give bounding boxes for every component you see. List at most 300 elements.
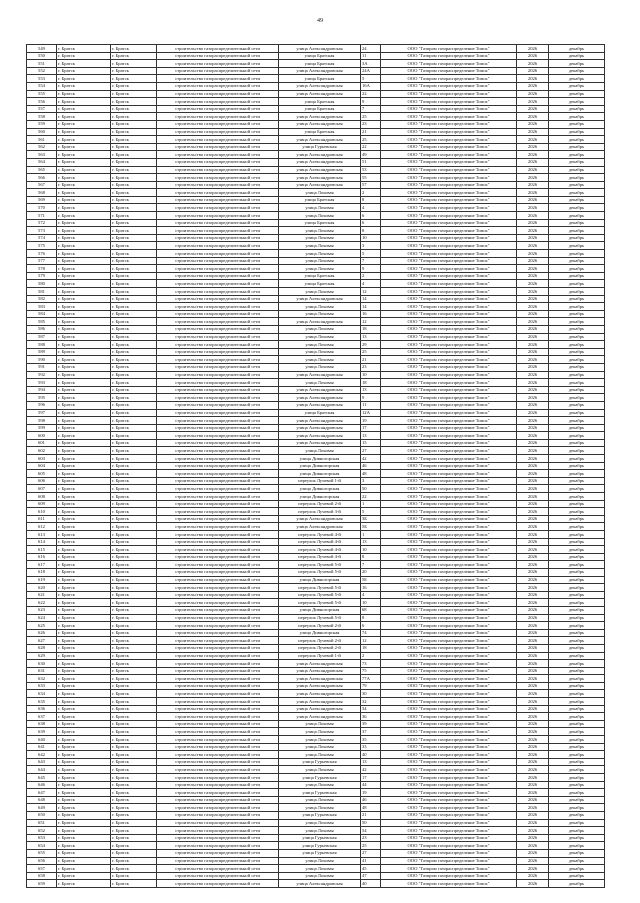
table-row: [27, 341, 605, 349]
city-cell: г. Братск: [57, 690, 111, 698]
district-cell: г. Братск: [111, 181, 157, 189]
district-cell: г. Братск: [111, 576, 157, 584]
work-type-cell: строительство газораспределительной сети: [157, 880, 279, 888]
row-number-cell: 611: [27, 515, 57, 523]
year-cell: 2026: [517, 720, 549, 728]
table-row: [27, 614, 605, 622]
work-type-cell: строительство газораспределительной сети: [157, 500, 279, 508]
year-cell: 2026: [517, 743, 549, 751]
work-type-cell: строительство газораспределительной сети: [157, 325, 279, 333]
house-number-cell: 2: [361, 189, 381, 197]
year-cell: 2026: [517, 250, 549, 258]
district-cell: г. Братск: [111, 455, 157, 463]
month-cell: декабрь: [549, 272, 605, 280]
row-number-cell: 590: [27, 356, 57, 364]
house-number-cell: 5: [361, 508, 381, 516]
organization-cell: ООО "Газпром газораспределение Томск": [381, 295, 517, 303]
city-cell: г. Братск: [57, 348, 111, 356]
table-row: [27, 348, 605, 356]
district-cell: г. Братск: [111, 341, 157, 349]
month-cell: декабрь: [549, 849, 605, 857]
street-cell: переулок Лучевой 3-й: [279, 508, 361, 516]
month-cell: декабрь: [549, 424, 605, 432]
table-row: [27, 705, 605, 713]
month-cell: декабрь: [549, 250, 605, 258]
city-cell: г. Братск: [57, 462, 111, 470]
house-number-cell: 51: [361, 158, 381, 166]
organization-cell: ООО "Газпром газораспределение Томск": [381, 758, 517, 766]
city-cell: г. Братск: [57, 98, 111, 106]
street-cell: улица Александровская: [279, 880, 361, 888]
row-number-cell: 639: [27, 728, 57, 736]
month-cell: декабрь: [549, 531, 605, 539]
year-cell: 2026: [517, 447, 549, 455]
work-type-cell: строительство газораспределительной сети: [157, 401, 279, 409]
street-cell: переулок Лучевой 4-й: [279, 553, 361, 561]
year-cell: 2026: [517, 325, 549, 333]
table-row: [27, 265, 605, 273]
organization-cell: ООО "Газпром газораспределение Томск": [381, 553, 517, 561]
street-cell: улица Лоховая: [279, 189, 361, 197]
year-cell: 2026: [517, 189, 549, 197]
street-cell: улица Александровская: [279, 660, 361, 668]
month-cell: декабрь: [549, 477, 605, 485]
district-cell: г. Братск: [111, 660, 157, 668]
year-cell: 2026: [517, 136, 549, 144]
month-cell: декабрь: [549, 371, 605, 379]
street-cell: улица Александровская: [279, 690, 361, 698]
organization-cell: ООО "Газпром газораспределение Томск": [381, 622, 517, 630]
work-type-cell: строительство газораспределительной сети: [157, 75, 279, 83]
organization-cell: ООО "Газпром газораспределение Томск": [381, 45, 517, 53]
organization-cell: ООО "Газпром газораспределение Томск": [381, 151, 517, 159]
house-number-cell: 27: [361, 447, 381, 455]
month-cell: декабрь: [549, 98, 605, 106]
year-cell: 2026: [517, 196, 549, 204]
row-number-cell: 621: [27, 591, 57, 599]
city-cell: г. Братск: [57, 455, 111, 463]
organization-cell: ООО "Газпром газораспределение Томск": [381, 523, 517, 531]
street-cell: улица Лоховая: [279, 819, 361, 827]
month-cell: декабрь: [549, 523, 605, 531]
organization-cell: ООО "Газпром газораспределение Томск": [381, 508, 517, 516]
row-number-cell: 653: [27, 834, 57, 842]
house-number-cell: 49: [361, 151, 381, 159]
house-number-cell: 16: [361, 584, 381, 592]
district-cell: г. Братск: [111, 417, 157, 425]
street-cell: улица Гурьевская: [279, 789, 361, 797]
city-cell: г. Братск: [57, 743, 111, 751]
district-cell: г. Братск: [111, 143, 157, 151]
year-cell: 2026: [517, 371, 549, 379]
year-cell: 2026: [517, 652, 549, 660]
row-number-cell: 595: [27, 394, 57, 402]
table-row: [27, 158, 605, 166]
district-cell: г. Братск: [111, 348, 157, 356]
organization-cell: ООО "Газпром газораспределение Томск": [381, 842, 517, 850]
work-type-cell: строительство газораспределительной сети: [157, 561, 279, 569]
work-type-cell: строительство газораспределительной сети: [157, 250, 279, 258]
work-type-cell: строительство газораспределительной сети: [157, 690, 279, 698]
district-cell: г. Братск: [111, 303, 157, 311]
city-cell: г. Братск: [57, 508, 111, 516]
organization-cell: ООО "Газпром газораспределение Томск": [381, 348, 517, 356]
year-cell: 2026: [517, 455, 549, 463]
street-cell: переулок Лучевой 5-й: [279, 584, 361, 592]
row-number-cell: 551: [27, 60, 57, 68]
district-cell: г. Братск: [111, 204, 157, 212]
row-number-cell: 575: [27, 242, 57, 250]
year-cell: 2026: [517, 234, 549, 242]
house-number-cell: 53: [361, 166, 381, 174]
month-cell: декабрь: [549, 265, 605, 273]
month-cell: декабрь: [549, 212, 605, 220]
work-type-cell: строительство газораспределительной сети: [157, 834, 279, 842]
year-cell: 2026: [517, 295, 549, 303]
house-number-cell: 17: [361, 424, 381, 432]
street-cell: улица Александровская: [279, 417, 361, 425]
district-cell: г. Братск: [111, 356, 157, 364]
year-cell: 2026: [517, 880, 549, 888]
row-number-cell: 563: [27, 151, 57, 159]
row-number-cell: 596: [27, 401, 57, 409]
city-cell: г. Братск: [57, 553, 111, 561]
table-row: [27, 424, 605, 432]
organization-cell: ООО "Газпром газораспределение Томск": [381, 386, 517, 394]
city-cell: г. Братск: [57, 204, 111, 212]
house-number-cell: 21: [361, 356, 381, 364]
year-cell: 2026: [517, 614, 549, 622]
house-number-cell: 13: [361, 758, 381, 766]
month-cell: декабрь: [549, 82, 605, 90]
district-cell: г. Братск: [111, 751, 157, 759]
table-row: [27, 181, 605, 189]
organization-cell: ООО "Газпром газораспределение Томск": [381, 174, 517, 182]
row-number-cell: 642: [27, 751, 57, 759]
table-row: [27, 872, 605, 880]
house-number-cell: 8: [361, 614, 381, 622]
house-number-cell: 32: [361, 698, 381, 706]
work-type-cell: строительство газораспределительной сети: [157, 265, 279, 273]
district-cell: г. Братск: [111, 120, 157, 128]
work-type-cell: строительство газораспределительной сети: [157, 82, 279, 90]
district-cell: г. Братск: [111, 584, 157, 592]
table-row: [27, 462, 605, 470]
work-type-cell: строительство газораспределительной сети: [157, 857, 279, 865]
month-cell: декабрь: [549, 189, 605, 197]
month-cell: декабрь: [549, 493, 605, 501]
row-number-cell: 585: [27, 318, 57, 326]
organization-cell: ООО "Газпром газораспределение Томск": [381, 781, 517, 789]
work-type-cell: строительство газораспределительной сети: [157, 667, 279, 675]
row-number-cell: 612: [27, 523, 57, 531]
organization-cell: ООО "Газпром газораспределение Томск": [381, 257, 517, 265]
city-cell: г. Братск: [57, 333, 111, 341]
row-number-cell: 643: [27, 758, 57, 766]
street-cell: улица Лоховая: [279, 348, 361, 356]
table-row: [27, 75, 605, 83]
street-cell: улица Александровская: [279, 386, 361, 394]
month-cell: декабрь: [549, 379, 605, 387]
city-cell: г. Братск: [57, 166, 111, 174]
work-type-cell: строительство газораспределительной сети: [157, 196, 279, 204]
district-cell: г. Братск: [111, 796, 157, 804]
district-cell: г. Братск: [111, 325, 157, 333]
row-number-cell: 571: [27, 212, 57, 220]
year-cell: 2026: [517, 515, 549, 523]
city-cell: г. Братск: [57, 447, 111, 455]
year-cell: 2026: [517, 318, 549, 326]
city-cell: г. Братск: [57, 303, 111, 311]
city-cell: г. Братск: [57, 629, 111, 637]
organization-cell: ООО "Газпром газораспределение Томск": [381, 470, 517, 478]
house-number-cell: 8: [361, 553, 381, 561]
year-cell: 2026: [517, 105, 549, 113]
table-row: [27, 599, 605, 607]
month-cell: декабрь: [549, 736, 605, 744]
month-cell: декабрь: [549, 45, 605, 53]
table-row: [27, 136, 605, 144]
street-cell: улица Лоховая: [279, 250, 361, 258]
row-number-cell: 632: [27, 675, 57, 683]
city-cell: г. Братск: [57, 599, 111, 607]
row-number-cell: 637: [27, 713, 57, 721]
month-cell: декабрь: [549, 774, 605, 782]
city-cell: г. Братск: [57, 409, 111, 417]
year-cell: 2026: [517, 789, 549, 797]
street-cell: улица Лоховая: [279, 234, 361, 242]
work-type-cell: строительство газораспределительной сети: [157, 591, 279, 599]
row-number-cell: 605: [27, 470, 57, 478]
house-number-cell: 74: [361, 629, 381, 637]
row-number-cell: 584: [27, 310, 57, 318]
row-number-cell: 650: [27, 811, 57, 819]
table-row: [27, 493, 605, 501]
city-cell: г. Братск: [57, 644, 111, 652]
table-row: [27, 204, 605, 212]
work-type-cell: строительство газораспределительной сети: [157, 432, 279, 440]
year-cell: 2026: [517, 849, 549, 857]
street-cell: переулок Лучевой 5-й: [279, 591, 361, 599]
street-cell: улица Гурьевская: [279, 774, 361, 782]
district-cell: г. Братск: [111, 280, 157, 288]
table-row: [27, 523, 605, 531]
organization-cell: ООО "Газпром газораспределение Томск": [381, 652, 517, 660]
organization-cell: ООО "Газпром газораспределение Томск": [381, 584, 517, 592]
city-cell: г. Братск: [57, 849, 111, 857]
table-row: [27, 113, 605, 121]
district-cell: г. Братск: [111, 371, 157, 379]
house-number-cell: 17: [361, 774, 381, 782]
month-cell: декабрь: [549, 310, 605, 318]
house-number-cell: 6: [361, 219, 381, 227]
street-cell: улица Александровская: [279, 424, 361, 432]
street-cell: улица Лоховая: [279, 356, 361, 364]
street-cell: улица Александровская: [279, 432, 361, 440]
organization-cell: ООО "Газпром газораспределение Томск": [381, 166, 517, 174]
row-number-cell: 635: [27, 698, 57, 706]
house-number-cell: 10: [361, 234, 381, 242]
city-cell: г. Братск: [57, 417, 111, 425]
month-cell: декабрь: [549, 128, 605, 136]
month-cell: декабрь: [549, 196, 605, 204]
row-number-cell: 602: [27, 447, 57, 455]
district-cell: г. Братск: [111, 493, 157, 501]
year-cell: 2026: [517, 698, 549, 706]
house-number-cell: 42: [361, 766, 381, 774]
year-cell: 2026: [517, 394, 549, 402]
work-type-cell: строительство газораспределительной сети: [157, 310, 279, 318]
house-number-cell: 5: [361, 75, 381, 83]
table-row: [27, 758, 605, 766]
organization-cell: ООО "Газпром газораспределение Томск": [381, 644, 517, 652]
district-cell: г. Братск: [111, 67, 157, 75]
city-cell: г. Братск: [57, 531, 111, 539]
house-number-cell: 25: [361, 842, 381, 850]
street-cell: улица Лоховая: [279, 751, 361, 759]
month-cell: декабрь: [549, 660, 605, 668]
year-cell: 2026: [517, 553, 549, 561]
city-cell: г. Братск: [57, 713, 111, 721]
organization-cell: ООО "Газпром газораспределение Томск": [381, 333, 517, 341]
house-number-cell: 19: [361, 417, 381, 425]
district-cell: г. Братск: [111, 45, 157, 53]
work-type-cell: строительство газораспределительной сети: [157, 493, 279, 501]
month-cell: декабрь: [549, 728, 605, 736]
street-cell: улица Лоховая: [279, 242, 361, 250]
district-cell: г. Братск: [111, 675, 157, 683]
city-cell: г. Братск: [57, 842, 111, 850]
district-cell: г. Братск: [111, 561, 157, 569]
street-cell: переулок Лучевой 5-й: [279, 614, 361, 622]
house-number-cell: 57: [361, 181, 381, 189]
city-cell: г. Братск: [57, 493, 111, 501]
city-cell: г. Братск: [57, 485, 111, 493]
row-number-cell: 566: [27, 174, 57, 182]
house-number-cell: 10: [361, 371, 381, 379]
organization-cell: ООО "Газпром газораспределение Томск": [381, 751, 517, 759]
table-row: [27, 60, 605, 68]
table-row: [27, 257, 605, 265]
year-cell: 2026: [517, 401, 549, 409]
street-cell: улица Лоховая: [279, 379, 361, 387]
organization-cell: ООО "Газпром газораспределение Томск": [381, 872, 517, 880]
house-number-cell: 3А: [361, 60, 381, 68]
city-cell: г. Братск: [57, 212, 111, 220]
row-number-cell: 628: [27, 644, 57, 652]
table-row: [27, 470, 605, 478]
organization-cell: ООО "Газпром газораспределение Томск": [381, 196, 517, 204]
work-type-cell: строительство газораспределительной сети: [157, 386, 279, 394]
work-type-cell: строительство газораспределительной сети: [157, 318, 279, 326]
table-row: [27, 120, 605, 128]
month-cell: декабрь: [549, 827, 605, 835]
city-cell: г. Братск: [57, 546, 111, 554]
organization-cell: ООО "Газпром газораспределение Томск": [381, 834, 517, 842]
work-type-cell: строительство газораспределительной сети: [157, 568, 279, 576]
month-cell: декабрь: [549, 781, 605, 789]
organization-cell: ООО "Газпром газораспределение Томск": [381, 90, 517, 98]
city-cell: г. Братск: [57, 310, 111, 318]
month-cell: декабрь: [549, 234, 605, 242]
table-row: [27, 303, 605, 311]
year-cell: 2026: [517, 819, 549, 827]
month-cell: декабрь: [549, 857, 605, 865]
city-cell: г. Братск: [57, 174, 111, 182]
month-cell: декабрь: [549, 698, 605, 706]
row-number-cell: 659: [27, 880, 57, 888]
table-body: [27, 45, 605, 888]
house-number-cell: 12: [361, 637, 381, 645]
district-cell: г. Братск: [111, 827, 157, 835]
district-cell: г. Братск: [111, 698, 157, 706]
month-cell: декабрь: [549, 804, 605, 812]
month-cell: декабрь: [549, 576, 605, 584]
year-cell: 2026: [517, 796, 549, 804]
row-number-cell: 617: [27, 561, 57, 569]
organization-cell: ООО "Газпром газораспределение Томск": [381, 591, 517, 599]
table-row: [27, 371, 605, 379]
organization-cell: ООО "Газпром газораспределение Томск": [381, 774, 517, 782]
district-cell: г. Братск: [111, 52, 157, 60]
house-number-cell: 23: [361, 120, 381, 128]
month-cell: декабрь: [549, 439, 605, 447]
street-cell: улица Гурьевская: [279, 834, 361, 842]
row-number-cell: 627: [27, 637, 57, 645]
house-number-cell: 50: [361, 819, 381, 827]
row-number-cell: 645: [27, 774, 57, 782]
table-row: [27, 796, 605, 804]
organization-cell: ООО "Газпром газораспределение Томск": [381, 736, 517, 744]
city-cell: г. Братск: [57, 622, 111, 630]
organization-cell: ООО "Газпром газораспределение Томск": [381, 105, 517, 113]
organization-cell: ООО "Газпром газораспределение Томск": [381, 227, 517, 235]
table-row: [27, 736, 605, 744]
work-type-cell: строительство газораспределительной сети: [157, 409, 279, 417]
row-number-cell: 630: [27, 660, 57, 668]
year-cell: 2026: [517, 379, 549, 387]
house-number-cell: 50: [361, 485, 381, 493]
row-number-cell: 626: [27, 629, 57, 637]
year-cell: 2026: [517, 865, 549, 873]
work-type-cell: строительство газораспределительной сети: [157, 872, 279, 880]
month-cell: декабрь: [549, 151, 605, 159]
table-row: [27, 379, 605, 387]
work-type-cell: строительство газораспределительной сети: [157, 796, 279, 804]
district-cell: г. Братск: [111, 811, 157, 819]
table-row: [27, 622, 605, 630]
house-number-cell: 27: [361, 849, 381, 857]
year-cell: 2026: [517, 568, 549, 576]
house-number-cell: 16А: [361, 82, 381, 90]
organization-cell: ООО "Газпром газораспределение Томск": [381, 561, 517, 569]
row-number-cell: 581: [27, 288, 57, 296]
table-row: [27, 546, 605, 554]
work-type-cell: строительство газораспределительной сети: [157, 781, 279, 789]
street-cell: улица Лоховая: [279, 827, 361, 835]
work-type-cell: строительство газораспределительной сети: [157, 379, 279, 387]
organization-cell: ООО "Газпром газораспределение Томск": [381, 811, 517, 819]
table-row: [27, 834, 605, 842]
organization-cell: ООО "Газпром газораспределение Томск": [381, 629, 517, 637]
district-cell: г. Братск: [111, 409, 157, 417]
city-cell: г. Братск: [57, 60, 111, 68]
district-cell: г. Братск: [111, 606, 157, 614]
table-row: [27, 682, 605, 690]
year-cell: 2026: [517, 439, 549, 447]
table-row: [27, 219, 605, 227]
month-cell: декабрь: [549, 417, 605, 425]
